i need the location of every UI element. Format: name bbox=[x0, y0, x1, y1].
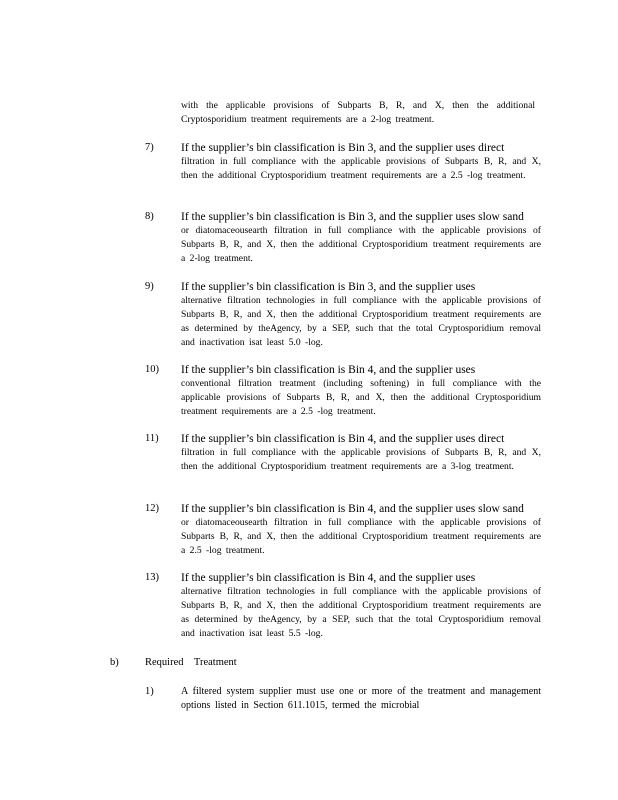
item-lead-text: If the supplier’s bin classification is Bin 4, and the supplier uses slow sand bbox=[181, 503, 524, 515]
item-rest-text: or diatomaceousearth filtration in full compliance with the applicable provisions of Subparts B, R, and X, then the additional Cryptosporidium treatment requirements are a 2-log treatment. bbox=[181, 225, 541, 264]
item-lead-text: If the supplier’s bin classification is Bin 4, and the supplier uses direct bbox=[181, 433, 505, 445]
item-rest-text: filtration in full compliance with the applicable provisions of Subparts B, R, and X, then the additional Cryptosporidium treatment requirements are a 2.5 -log treatment. bbox=[181, 156, 541, 181]
item-number: 8) bbox=[145, 211, 154, 222]
item-number: 10) bbox=[145, 364, 159, 375]
continuation-paragraph bbox=[181, 99, 535, 127]
item-body bbox=[181, 210, 541, 266]
item-lead-text: If the supplier’s bin classification is Bin 4, and the supplier uses bbox=[181, 572, 476, 584]
item-lead-text: If the supplier’s bin classification is Bin 4, and the supplier uses bbox=[181, 364, 476, 376]
item-lead-text: If the supplier’s bin classification is Bin 3, and the supplier uses slow sand bbox=[181, 211, 524, 223]
item-text: A filtered system supplier must use one or more of the treatment and management options listed in Section 611.1015, termed the microbial bbox=[181, 686, 541, 711]
item-rest-text: filtration in full compliance with the applicable provisions of Subparts B, R, and X, then the additional Cryptosporidium treatment requirements are a 3-log treatment. bbox=[181, 447, 541, 472]
item-lead-text: If the supplier’s bin classification is Bin 3, and the supplier uses bbox=[181, 281, 476, 293]
item-body bbox=[181, 141, 541, 183]
section-label: b) bbox=[110, 657, 119, 668]
item-number: 7) bbox=[145, 142, 154, 153]
item-body bbox=[181, 685, 541, 713]
item-rest-text: conventional filtration treatment (including softening) in full compliance with the applicable provisions of Subparts B, R, and X, then the additional Cryptosporidium treatment requirements are a 2.5 -log treatment. bbox=[181, 378, 541, 417]
item-body bbox=[181, 432, 541, 474]
continuation-text: with the applicable provisions of Subparts B, R, and X, then the additional Cryptosporidium treatment requirements are a 2-log treatment. bbox=[181, 100, 535, 125]
item-number: 11) bbox=[145, 433, 159, 444]
item-rest-text: alternative filtration technologies in full compliance with the applicable provisions of Subparts B, R, and X, then the additional Cryptosporidium treatment requirements are as determined by theAgency, by a SEP, such that the total Cryptosporidium removal and inactivation isat least 5.0 -log. bbox=[181, 295, 541, 348]
item-body bbox=[181, 571, 541, 641]
item-body bbox=[181, 363, 541, 419]
item-body bbox=[181, 502, 541, 558]
item-number: 13) bbox=[145, 572, 159, 583]
item-rest-text: alternative filtration technologies in full compliance with the applicable provisions of Subparts B, R, and X, then the additional Cryptosporidium treatment requirements are as determined by theAgency, by a SEP, such that the total Cryptosporidium removal and inactivation isat least 5.5 -log. bbox=[181, 586, 541, 639]
item-number: 12) bbox=[145, 503, 159, 514]
item-number: 9) bbox=[145, 281, 154, 292]
item-number: 1) bbox=[145, 686, 154, 697]
section-title: Required Treatment bbox=[145, 657, 237, 668]
item-body bbox=[181, 280, 541, 350]
item-lead-text: If the supplier’s bin classification is Bin 3, and the supplier uses direct bbox=[181, 142, 505, 154]
item-rest-text: or diatomaceousearth filtration in full compliance with the applicable provisions of Subparts B, R, and X, then the additional Cryptosporidium treatment requirements are a 2.5 -log treatment. bbox=[181, 517, 541, 556]
section-heading bbox=[110, 656, 237, 670]
